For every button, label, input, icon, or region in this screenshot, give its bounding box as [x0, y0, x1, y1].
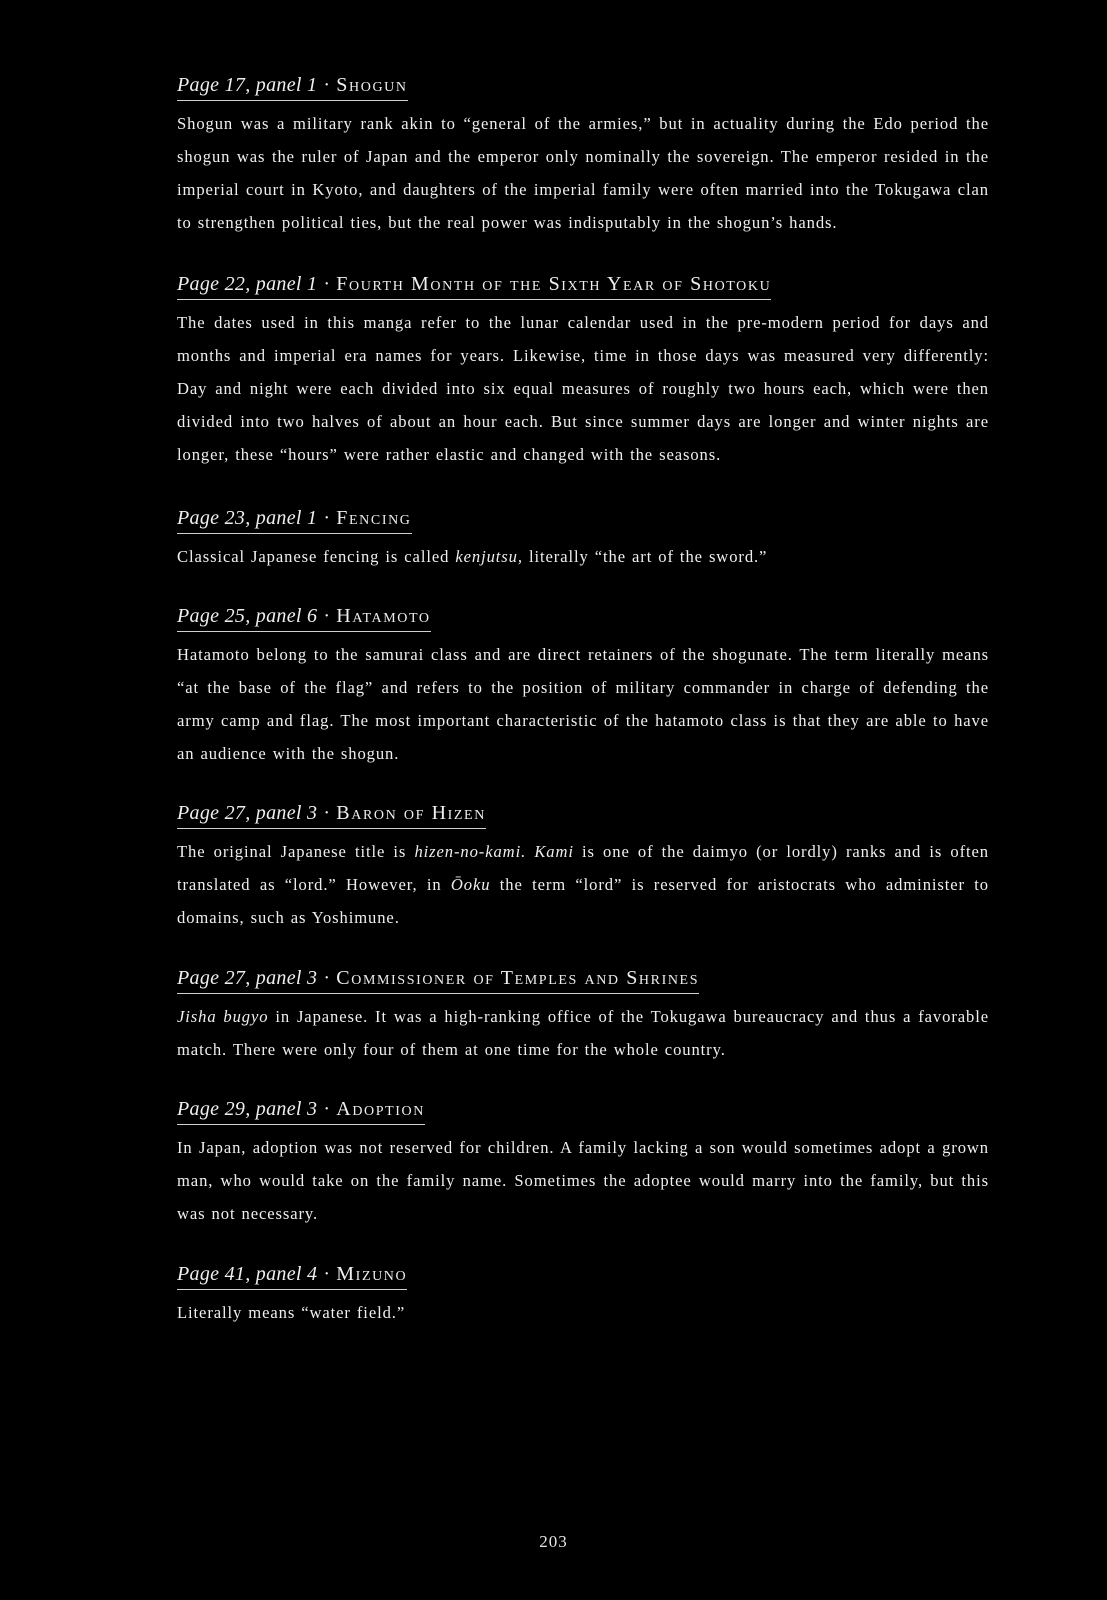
heading-separator: · [323, 1098, 331, 1120]
note-text-term: kenjutsu, [455, 547, 523, 566]
note-title: Mizuno [336, 1263, 408, 1285]
page-number: 203 [539, 1532, 568, 1551]
note-page-ref: Page 22, panel 1 [177, 273, 318, 295]
note-title: Baron of Hizen [336, 802, 486, 824]
heading-separator: · [323, 967, 331, 989]
note-text [177, 1131, 989, 1230]
note-title: Fencing [336, 507, 412, 529]
note-heading [177, 505, 412, 534]
note-text-content: is one of the daimyo (or lordly) ranks and is often translated as “lord.” However, in [177, 842, 989, 894]
note-text-content: Hatamoto belong to the samurai class and are direct retainers of the shogunate. The term literally means “at the base of the flag” and refers to the position of military commander in charge of defending the army camp and flag. The most important characteristic of the hatamoto class is that they are able to have an audience with the shogun. [177, 645, 989, 763]
note-text [177, 540, 989, 573]
heading-separator: · [323, 273, 331, 295]
note-text [177, 306, 989, 471]
note-text [177, 1000, 989, 1066]
note-text [177, 107, 989, 239]
note-text-content: the term “lord” is reserved for aristocrats who administer to domains, such as Yoshimune. [177, 875, 989, 927]
note-heading [177, 1261, 407, 1290]
note-baron-of-hizen [177, 800, 989, 934]
note-page-ref: Page 27, panel 3 [177, 802, 318, 824]
note-heading [177, 72, 408, 101]
note-text [177, 1296, 989, 1329]
note-page-ref: Page 25, panel 6 [177, 605, 318, 627]
note-text-term: Ōoku [450, 875, 491, 894]
note-heading [177, 603, 431, 632]
note-page-ref: Page 41, panel 4 [177, 1263, 318, 1285]
note-text-content: Classical Japanese fencing is called [177, 547, 456, 566]
note-text-content: Literally means “water field.” [177, 1303, 406, 1322]
note-fourth-month [177, 271, 989, 471]
note-commissioner [177, 965, 989, 1066]
notes-list [177, 72, 989, 1346]
note-text-term: Jisha bugyo [177, 1007, 269, 1026]
note-heading [177, 800, 486, 829]
note-title: Shogun [336, 74, 408, 96]
note-fencing [177, 505, 989, 573]
note-heading [177, 965, 699, 994]
note-title: Fourth Month of the Sixth Year of Shotoku [336, 273, 772, 295]
note-text [177, 638, 989, 770]
note-heading [177, 271, 771, 300]
note-title: Hatamoto [336, 605, 431, 627]
note-text-content: The dates used in this manga refer to the lunar calendar used in the pre-modern period for days and months and imperial era names for years. Likewise, time in those days was measured very differently: Day and night were each divided into six equal measures of roughly two hours each, which were then divided into two halves of about an hour each. But since summer days are longer and winter nights are longer, these “hours” were rather elastic and changed with the seasons. [177, 313, 989, 464]
note-text-term: hizen-no-kami. [414, 842, 527, 861]
note-heading [177, 1096, 425, 1125]
note-mizuno [177, 1261, 989, 1329]
heading-separator: · [323, 507, 331, 529]
note-page-ref: Page 17, panel 1 [177, 74, 318, 96]
heading-separator: · [323, 1263, 331, 1285]
heading-separator: · [323, 74, 331, 96]
note-page-ref: Page 23, panel 1 [177, 507, 318, 529]
note-adoption [177, 1096, 989, 1230]
note-shogun [177, 72, 989, 239]
note-text-content: literally “the art of the sword.” [522, 547, 768, 566]
note-text [177, 835, 989, 934]
heading-separator: · [323, 802, 331, 824]
note-title: Commissioner of Temples and Shrines [336, 967, 700, 989]
note-text-content: The original Japanese title is [177, 842, 415, 861]
heading-separator: · [323, 605, 331, 627]
note-text-content: Shogun was a military rank akin to “general of the armies,” but in actuality during the Edo period the shogun was the ruler of Japan and the emperor only nominally the sovereign. The emperor resided in the imperial court in Kyoto, and daughters of the imperial family were often married into the Tokugawa clan to strengthen political ties, but the real power was indisputably in the shogun’s hands. [177, 114, 989, 232]
note-page-ref: Page 29, panel 3 [177, 1098, 318, 1120]
note-text-content: In Japan, adoption was not reserved for children. A family lacking a son would sometimes adopt a grown man, who would take on the family name. Sometimes the adoptee would marry into the family, but this was not necessary. [177, 1138, 989, 1223]
note-text-term: Kami [534, 842, 574, 861]
note-page-ref: Page 27, panel 3 [177, 967, 318, 989]
note-title: Adoption [336, 1098, 425, 1120]
note-hatamoto [177, 603, 989, 770]
note-text-content: in Japanese. It was a high-ranking office of the Tokugawa bureaucracy and thus a favorable match. There were only four of them at one time for the whole country. [177, 1007, 989, 1059]
